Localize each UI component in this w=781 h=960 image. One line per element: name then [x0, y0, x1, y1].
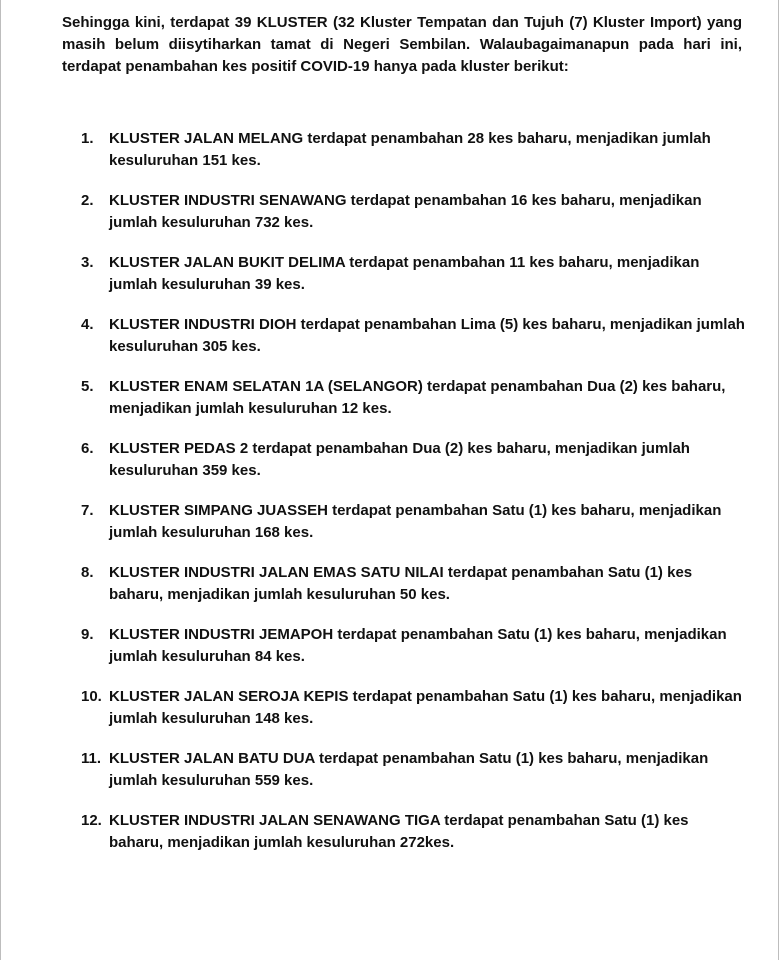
cluster-number: 8.	[81, 564, 94, 581]
cluster-text: KLUSTER JALAN BUKIT DELIMA terdapat penambahan 11 kes baharu, menjadikan jumlah kesuluruhan 39 kes.	[109, 254, 700, 293]
cluster-text: KLUSTER SIMPANG JUASSEH terdapat penambahan Satu (1) kes baharu, menjadikan jumlah kesuluruhan 168 kes.	[109, 502, 722, 541]
cluster-text: KLUSTER ENAM SELATAN 1A (SELANGOR) terdapat penambahan Dua (2) kes baharu, menjadikan jumlah kesuluruhan 12 kes.	[109, 378, 726, 417]
cluster-item	[81, 438, 746, 482]
cluster-number: 4.	[81, 316, 94, 333]
cluster-text: KLUSTER JALAN MELANG terdapat penambahan 28 kes baharu, menjadikan jumlah kesuluruhan 151 kes.	[109, 130, 711, 169]
cluster-number: 12.	[81, 812, 102, 829]
cluster-text: KLUSTER INDUSTRI JALAN SENAWANG TIGA terdapat penambahan Satu (1) kes baharu, menjadikan jumlah kesuluruhan 272kes.	[109, 812, 689, 851]
cluster-item	[81, 190, 746, 234]
intro-paragraph: Sehingga kini, terdapat 39 KLUSTER (32 Kluster Tempatan dan Tujuh (7) Kluster Import) yang masih belum diisytiharkan tamat di Negeri Sembilan. Walaubagaimanapun pada hari ini, terdapat penambahan kes positif COVID-19 hanya pada kluster berikut:	[62, 14, 742, 75]
cluster-number: 10.	[81, 688, 102, 705]
cluster-item	[81, 128, 746, 172]
cluster-text: KLUSTER INDUSTRI SENAWANG terdapat penambahan 16 kes baharu, menjadikan jumlah kesuluruhan 732 kes.	[109, 192, 702, 231]
cluster-text: KLUSTER PEDAS 2 terdapat penambahan Dua (2) kes baharu, menjadikan jumlah kesuluruhan 359 kes.	[109, 440, 690, 479]
cluster-item	[81, 252, 746, 296]
cluster-item	[81, 500, 746, 544]
cluster-item	[81, 686, 746, 730]
cluster-item	[81, 314, 746, 358]
cluster-number: 11.	[81, 750, 102, 767]
cluster-number: 1.	[81, 130, 94, 147]
cluster-number: 3.	[81, 254, 94, 271]
cluster-item	[81, 562, 746, 606]
cluster-text: KLUSTER JALAN BATU DUA terdapat penambahan Satu (1) kes baharu, menjadikan jumlah kesuluruhan 559 kes.	[109, 750, 709, 789]
cluster-list	[81, 128, 746, 872]
cluster-item	[81, 376, 746, 420]
cluster-item	[81, 624, 746, 668]
cluster-number: 6.	[81, 440, 94, 457]
cluster-number: 7.	[81, 502, 94, 519]
cluster-text: KLUSTER INDUSTRI JEMAPOH terdapat penambahan Satu (1) kes baharu, menjadikan jumlah kesuluruhan 84 kes.	[109, 626, 727, 665]
cluster-text: KLUSTER INDUSTRI DIOH terdapat penambahan Lima (5) kes baharu, menjadikan jumlah kesuluruhan 305 kes.	[109, 316, 745, 355]
cluster-number: 5.	[81, 378, 94, 395]
cluster-item	[81, 810, 746, 854]
cluster-number: 2.	[81, 192, 94, 209]
cluster-text: KLUSTER JALAN SEROJA KEPIS terdapat penambahan Satu (1) kes baharu, menjadikan jumlah kesuluruhan 148 kes.	[109, 688, 742, 727]
cluster-item	[81, 748, 746, 792]
cluster-text: KLUSTER INDUSTRI JALAN EMAS SATU NILAI terdapat penambahan Satu (1) kes baharu, menjadikan jumlah kesuluruhan 50 kes.	[109, 564, 693, 603]
cluster-number: 9.	[81, 626, 94, 643]
